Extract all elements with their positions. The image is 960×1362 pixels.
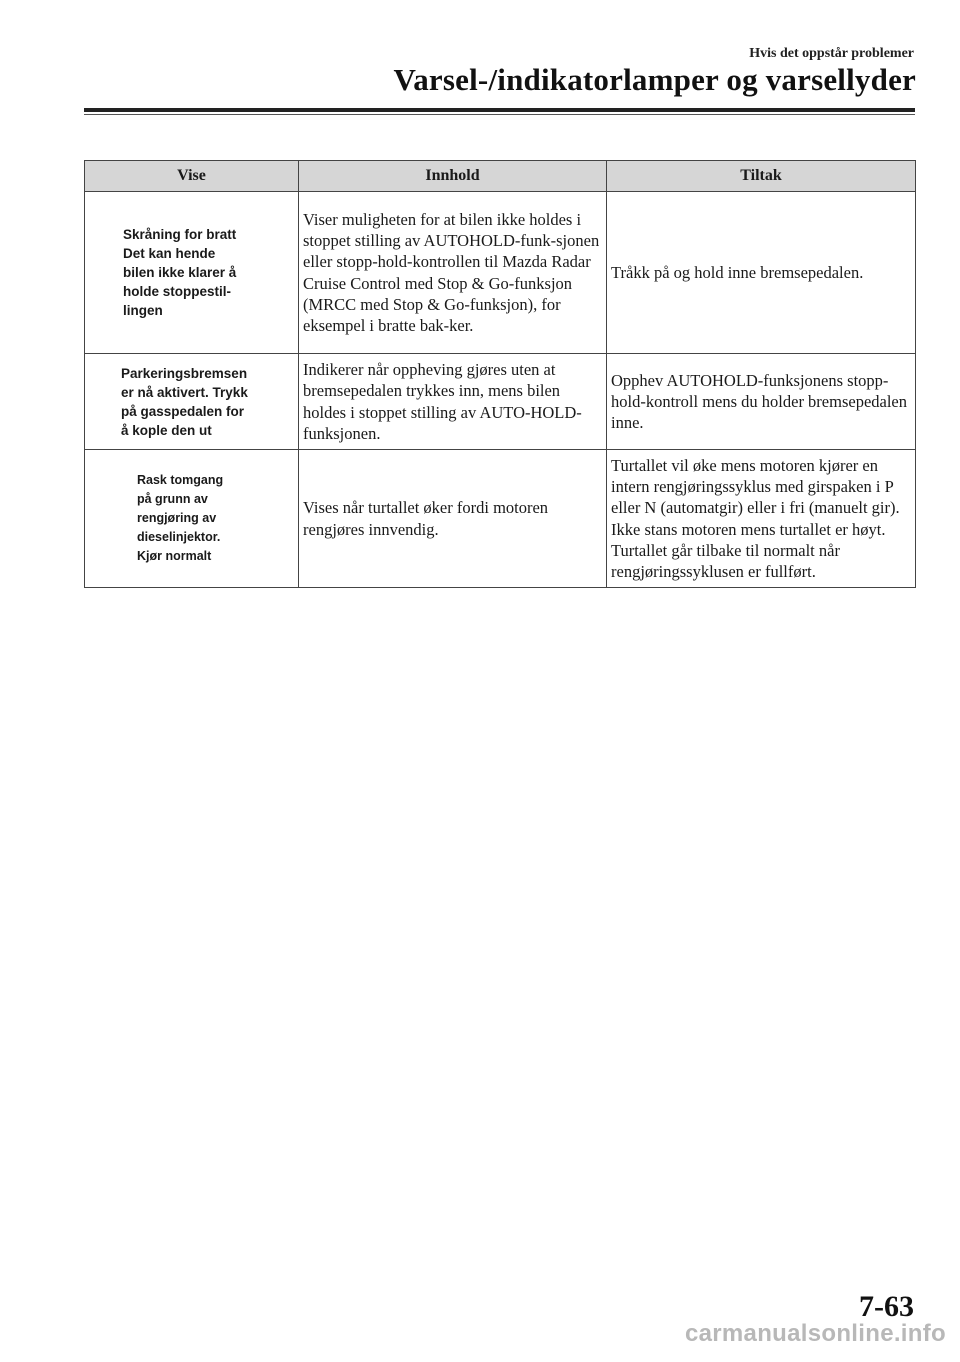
page-number: 7-63 — [859, 1290, 914, 1323]
header-rule-thick — [84, 108, 915, 112]
display-line: å kople den ut — [121, 422, 212, 438]
table-row — [85, 450, 916, 588]
innhold-cell: Viser muligheten for at bilen ikke holdes i stoppet stilling av AUTOHOLD-funk-sjonen eller stopp-hold-kontrollen til Mazda Radar Cruise Control med Stop & Go-funksjon (MRCC med Stop & Go-funksjon), for eksempel i bratte bak-ker. — [299, 192, 607, 354]
display-line: Det kan hende — [123, 246, 216, 261]
display-line: dieselinjektor. — [137, 530, 221, 544]
display-line: er nå aktivert. Trykk — [121, 384, 248, 400]
display-line: rengjøring av — [137, 511, 217, 525]
vise-cell — [85, 354, 299, 450]
innhold-cell: Indikerer når oppheving gjøres uten at bremsepedalen trykkes inn, mens bilen holdes i stoppet stilling av AUTO-HOLD-funksjonen. — [299, 354, 607, 450]
column-header-vise: Vise — [85, 161, 299, 192]
chapter-title: Varsel-/indikatorlamper og varsellyder — [393, 62, 916, 97]
display-line: bilen ikke klarer å — [123, 265, 237, 280]
tiltak-cell: Opphev AUTOHOLD-funksjonens stopp-hold-kontroll mens du holder bremsepedalen inne. — [607, 354, 916, 450]
display-line: på gasspedalen for — [121, 403, 245, 419]
table-row — [85, 192, 916, 354]
display-line: Rask tomgang — [137, 473, 224, 487]
display-line: Kjør normalt — [137, 549, 212, 563]
display-line: holde stoppestil- — [123, 284, 231, 299]
column-header-innhold: Innhold — [299, 161, 607, 192]
indicator-table — [84, 160, 916, 588]
section-label: Hvis det oppstår problemer — [749, 46, 914, 61]
header-rule-thin — [84, 114, 915, 115]
display-line: lingen — [123, 303, 163, 318]
column-header-tiltak: Tiltak — [607, 161, 916, 192]
display-line: Parkeringsbremsen — [121, 365, 248, 381]
tiltak-cell: Tråkk på og hold inne bremsepedalen. — [607, 192, 916, 354]
display-line: på grunn av — [137, 492, 208, 506]
table-row — [85, 354, 916, 450]
vise-cell — [85, 192, 299, 354]
display-message — [121, 364, 272, 440]
table-header-row — [85, 161, 916, 192]
watermark: carmanualsonline.info — [684, 1320, 946, 1347]
display-message — [123, 225, 274, 320]
innhold-cell: Vises når turtallet øker fordi motoren rengjøres innvendig. — [299, 450, 607, 588]
display-line: Skråning for bratt — [123, 227, 237, 242]
display-message — [137, 471, 254, 566]
tiltak-cell: Turtallet vil øke mens motoren kjører en intern rengjøringssyklus med girspaken i P eller N (automatgir) eller i fri (manuelt gir). Ikke stans motoren mens turtallet er høyt. Turtallet går tilbake til normalt når rengjøringssyklusen er fullført. — [607, 450, 916, 588]
vise-cell — [85, 450, 299, 588]
